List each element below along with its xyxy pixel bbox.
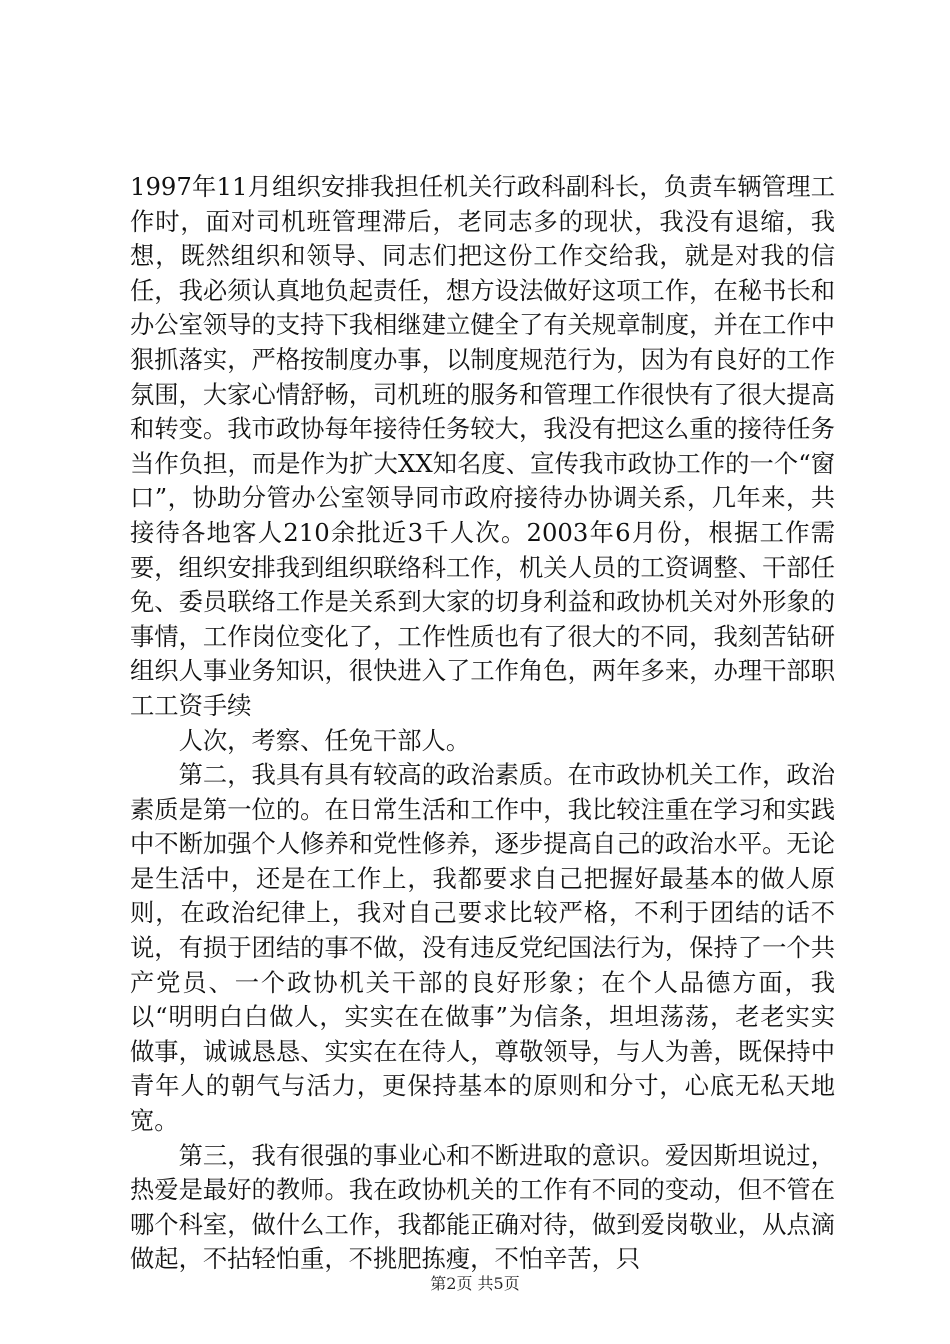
paragraph-admin-work: 1997年11月组织安排我担任机关行政科副科长，负责车辆管理工作时，面对司机班管理滞后，老同志多的现状，我没有退缩，我想，既然组织和领导、同志们把这份工作交给我，就是对我的信任，我必须认真地负起责任，想方设法做好这项工作，在秘书长和办公室领导的支持下我相继建立健全了有关规章制度，并在工作中狠抓落实，严格按制度办事，以制度规范行为，因为有良好的工作氛围，大家心情舒畅，司机班的服务和管理工作很快有了很大提高和转变。我市政协每年接待任务较大，我没有把这么重的接待任务当作负担，而是作为扩大XX知名度、宣传我市政协工作的一个“窗口”，协助分管办公室领导同市政府接待办协调关系，几年来，共接待各地客人210余批近3千人次。2003年6月份，根据工作需要，组织安排我到组织联络科工作，机关人员的工资调整、干部任免、委员联络工作是关系到大家的切身利益和政协机关对外形象的事情，工作岗位变化了，工作性质也有了很大的不同，我刻苦钻研组织人事业务知识，很快进入了工作角色，两年多来，办理干部职工工资手续 [130,172,835,720]
paragraph-dedication: 第三，我有很强的事业心和不断进取的意识。爱因斯坦说过，热爱是最好的教师。我在政协机关的工作有不同的变动，但不管在哪个科室，做什么工作，我都能正确对待，做到爱岗敬业，从点滴做起，不拈轻怕重，不挑肥拣瘦，不怕辛苦，只 [130,1140,835,1274]
paragraph-political-quality: 第二，我具有具有较高的政治素质。在市政协机关工作，政治素质是第一位的。在日常生活和工作中，我比较注重在学习和实践中不断加强个人修养和党性修养，逐步提高自己的政治水平。无论是生活中，还是在工作上，我都要求自己把握好最基本的做人原则，在政治纪律上，我对自己要求比较严格，不利于团结的话不说，有损于团结的事不做，没有违反党纪国法行为，保持了一个共产党员、一个政协机关干部的良好形象；在个人品德方面，我以“明明白白做人，实实在在做事”为信条，坦坦荡荡，老老实实做事，诚诚恳恳、实实在在待人，尊敬领导，与人为善，既保持中青年人的朝气与活力，更保持基本的原则和分寸，心底无私天地宽。 [130,760,835,1136]
paragraph-personnel-count: 人次，考察、任免干部人。 [178,725,471,755]
page-footer: 第2页 共5页 [430,1274,520,1293]
document-body [130,170,835,1277]
